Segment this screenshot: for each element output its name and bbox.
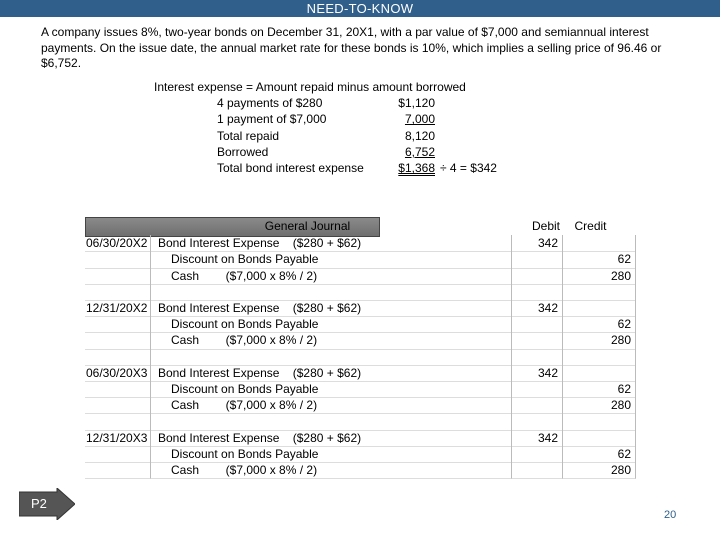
credit-account: Cash ($7,000 x 8% / 2) bbox=[171, 398, 318, 413]
calc-row-amount: 6,752 bbox=[404, 144, 435, 159]
page-number: 20 bbox=[664, 509, 677, 521]
entry-date: 06/30/20X3 bbox=[86, 365, 148, 380]
entry-date: 06/30/20X2 bbox=[86, 236, 148, 251]
journal-row bbox=[85, 365, 635, 381]
credit-account: Discount on Bonds Payable bbox=[171, 252, 319, 267]
journal-row bbox=[85, 446, 635, 462]
calc-per-period-note: ÷ 4 = $342 bbox=[440, 161, 497, 176]
debit-amount: 342 bbox=[537, 365, 558, 380]
journal-row bbox=[85, 430, 635, 446]
debit-amount: 342 bbox=[537, 430, 558, 445]
credit-amount: 62 bbox=[617, 382, 631, 396]
credit-account: Cash ($7,000 x 8% / 2) bbox=[171, 463, 318, 477]
banner-title: NEED-TO-KNOW bbox=[0, 0, 720, 17]
credit-account: Discount on Bonds Payable bbox=[171, 382, 319, 396]
journal-row bbox=[85, 397, 635, 413]
entry-date: 12/31/20X3 bbox=[86, 430, 148, 445]
calc-row-amount: 7,000 bbox=[404, 112, 435, 127]
journal-row bbox=[85, 235, 635, 251]
credit-account: Cash ($7,000 x 8% / 2) bbox=[171, 333, 318, 348]
calc-row-label: Total bond interest expense bbox=[217, 161, 364, 176]
credit-account: Cash ($7,000 x 8% / 2) bbox=[171, 268, 318, 283]
credit-amount: 62 bbox=[617, 446, 631, 461]
credit-header: Credit bbox=[574, 219, 607, 233]
calc-row-amount: $1,120 bbox=[398, 96, 435, 110]
journal-title: General Journal bbox=[264, 219, 351, 233]
journal-row bbox=[85, 381, 635, 397]
problem-statement: A company issues 8%, two-year bonds on December 31, 20X1, with a par value of $7,000 and semiannual interest payments. On the issue date, the annual market rate for these bonds is 10%, which implies a selling price of 96.46 or $6,752. bbox=[41, 25, 662, 70]
journal-row bbox=[85, 251, 635, 267]
entry-date: 12/31/20X2 bbox=[86, 301, 148, 315]
debit-amount: 342 bbox=[537, 236, 558, 251]
debit-account: Bond Interest Expense ($280 + $62) bbox=[158, 301, 362, 315]
journal-blank-row bbox=[85, 413, 635, 429]
journal-header bbox=[85, 217, 635, 235]
credit-amount: 62 bbox=[617, 252, 631, 267]
journal-row bbox=[85, 332, 635, 348]
credit-amount: 280 bbox=[610, 268, 631, 283]
debit-account: Bond Interest Expense ($280 + $62) bbox=[158, 236, 362, 251]
calc-heading: Interest expense = Amount repaid minus amount borrowed bbox=[154, 80, 466, 94]
debit-header: Debit bbox=[531, 219, 560, 233]
calc-row-amount: 8,120 bbox=[404, 128, 435, 143]
journal-blank-row bbox=[85, 284, 635, 300]
credit-amount: 280 bbox=[610, 398, 631, 413]
calc-row-label: 4 payments of $280 bbox=[217, 96, 323, 110]
calc-row-label: Borrowed bbox=[217, 144, 269, 159]
debit-account: Bond Interest Expense ($280 + $62) bbox=[158, 430, 362, 445]
journal-row bbox=[85, 268, 635, 284]
arrow-badge-icon bbox=[19, 488, 75, 520]
credit-amount: 62 bbox=[617, 317, 631, 332]
debit-account: Bond Interest Expense ($280 + $62) bbox=[158, 365, 362, 380]
journal-row bbox=[85, 300, 635, 316]
credit-amount: 280 bbox=[610, 333, 631, 348]
credit-account: Discount on Bonds Payable bbox=[171, 317, 319, 332]
calc-row-label: Total repaid bbox=[217, 128, 280, 143]
p2-badge[interactable] bbox=[19, 488, 75, 520]
calc-row-label: 1 payment of $7,000 bbox=[217, 112, 327, 127]
journal-row bbox=[85, 462, 635, 478]
journal-blank-row bbox=[85, 349, 635, 365]
journal-row bbox=[85, 316, 635, 332]
credit-account: Discount on Bonds Payable bbox=[171, 446, 319, 461]
p2-badge-label: P2 bbox=[31, 496, 47, 511]
calc-row-amount: $1,368 bbox=[398, 161, 435, 176]
credit-amount: 280 bbox=[610, 463, 631, 477]
debit-amount: 342 bbox=[537, 301, 558, 315]
